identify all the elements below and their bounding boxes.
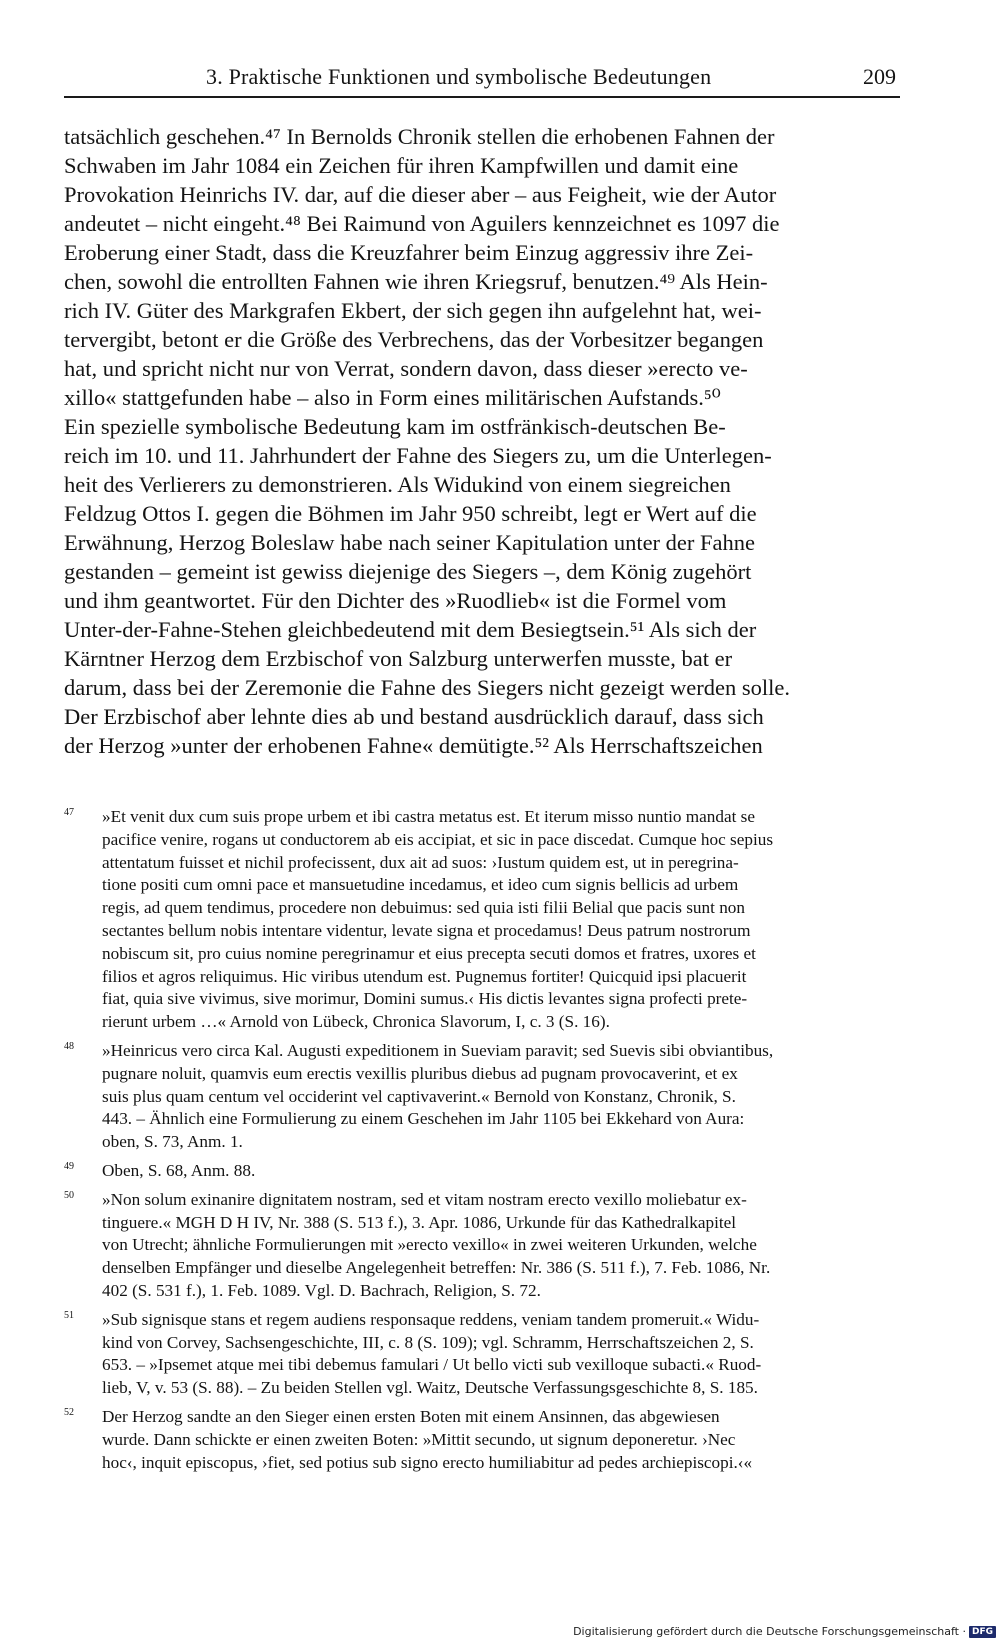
- footnote-text: von Utrecht; ähnliche Formulierungen mit »erecto vexillo« in zwei weiteren Urkunden, welche: [102, 1235, 757, 1255]
- footnote-line: [64, 1011, 920, 1034]
- footnote-text: tinguere.« MGH D H IV, Nr. 388 (S. 513 f.), 3. Apr. 1086, Urkunde für das Kathedralkapitel: [102, 1212, 737, 1232]
- footnote: [64, 806, 920, 1034]
- footnote-text: pugnare noluit, quamvis eum erectis vexillis pluribus diebus ad pugnam provocaverint, et ex: [102, 1063, 738, 1083]
- footnote-text: kind von Corvey, Sachsengeschichte, III, c. 8 (S. 109); vgl. Schramm, Herrschaftszeichen 2, S.: [102, 1332, 754, 1352]
- footnote-line: [64, 1189, 920, 1212]
- footnote-line: [64, 1429, 920, 1452]
- footnote-text: sectantes bellum nobis intentare videntur, levate signa et procedamus! Deus patrum nostrorum: [102, 920, 751, 940]
- page-number: 209: [863, 64, 896, 89]
- footnote-line: [64, 1406, 920, 1429]
- footnote-text: Oben, S. 68, Anm. 88.: [102, 1160, 256, 1180]
- text-line: Schwaben im Jahr 1084 ein Zeichen für ihren Kampfwillen und damit eine: [64, 153, 739, 178]
- footnote-text: tione positi cum omni pace et mansuetudine incedamus, et ideo cum signis bellicis ad urbem: [102, 875, 739, 895]
- footnote-line: [64, 1108, 920, 1131]
- footnote-text: »Non solum exinanire dignitatem nostram, sed et vitam nostram erecto vexillo moliebatur ex-: [102, 1189, 747, 1209]
- footnote-line: [64, 1212, 920, 1235]
- text-line: Kärntner Herzog dem Erzbischof von Salzburg unterwerfen musste, bat er: [64, 646, 733, 671]
- digitization-credit: [573, 1625, 996, 1638]
- footnote-line: [64, 1257, 920, 1280]
- credit-text: Digitalisierung gefördert durch die Deutsche Forschungsgemeinschaft ·: [573, 1625, 966, 1638]
- footnote-text: »Et venit dux cum suis prope urbem et ibi castra metatus est. Et iterum misso nuntio mandat se: [102, 807, 755, 826]
- text-line: darum, dass bei der Zeremonie die Fahne des Siegers nicht gezeigt werden solle.: [64, 675, 791, 700]
- footnote-text: filios et agros reliquimus. Hic viribus utendum est. Pugnemus fortiter! Quicquid ipsi placuerit: [102, 966, 747, 986]
- footnote: [64, 1160, 920, 1183]
- text-line: reich im 10. und 11. Jahrhundert der Fahne des Siegers zu, um die Unterlegen-: [64, 443, 772, 468]
- footnote-text: denselben Empfänger und dieselbe Angelegenheit betreffen: Nr. 386 (S. 511 f.), 7. Feb. 1086, Nr.: [102, 1258, 771, 1278]
- footnote-line: [64, 1131, 920, 1154]
- text-line: Ein spezielle symbolische Bedeutung kam im ostfränkisch-deutschen Be-: [64, 414, 726, 439]
- footnote-text: nobiscum sit, pro cuius nomine peregrinamur et eius precepta secuti domos et fratres, uxores et: [102, 943, 756, 963]
- running-head: 3. Praktische Funktionen und symbolische Bedeutungen: [206, 64, 712, 89]
- footnote-text: 653. – »Ipsemet atque mei tibi debemus famulari / Ut bello victi sub vexilloque subacti.« Ruod-: [102, 1355, 762, 1375]
- text-line: tervergibt, betont er die Größe des Verbrechens, das der Vorbesitzer begangen: [64, 327, 764, 352]
- footnote-number: 49: [64, 1160, 74, 1172]
- text-line: gestanden – gemeint ist gewiss diejenige des Siegers –, dem König zugehört: [64, 559, 752, 584]
- footnotes: [64, 806, 920, 1474]
- footnote-line: [64, 1086, 920, 1109]
- footnote-line: [64, 966, 920, 989]
- footnote-line: [64, 1309, 920, 1332]
- footnote: [64, 1309, 920, 1400]
- footnote: [64, 1406, 920, 1474]
- footnote-number: 50: [64, 1189, 74, 1201]
- footnote-text: lieb, V, v. 53 (S. 88). – Zu beiden Stellen vgl. Waitz, Deutsche Verfassungsgeschichte 8, S. 185.: [102, 1378, 758, 1398]
- text-line: xillo« stattgefunden habe – also in Form eines militärischen Aufstands.⁵⁰: [64, 385, 721, 410]
- footnote-line: [64, 1280, 920, 1303]
- footnote-line: [64, 943, 920, 966]
- text-line: Unter-der-Fahne-Stehen gleichbedeutend mit dem Besiegtsein.⁵¹ Als sich der: [64, 617, 757, 642]
- text-line: heit des Verlierers zu demonstrieren. Als Widukind von einem siegreichen: [64, 472, 731, 497]
- footnote-number: 47: [64, 807, 74, 818]
- footnote-text: oben, S. 73, Anm. 1.: [102, 1132, 243, 1152]
- footnote-text: regis, ad quem tendimus, procedere non debuimus: sed quia isti filii Belial que pacis sunt non: [102, 898, 745, 918]
- text-line: Eroberung einer Stadt, dass die Kreuzfahrer beim Einzug aggressiv ihre Zei-: [64, 240, 754, 265]
- footnote-line: [64, 874, 920, 897]
- footnote: [64, 1040, 920, 1154]
- text-line: tatsächlich geschehen.⁴⁷ In Bernolds Chronik stellen die erhobenen Fahnen der: [64, 124, 775, 149]
- text-line: und ihm geantwortet. Für den Dichter des »Ruodlieb« ist die Formel vom: [64, 588, 727, 613]
- footnote-text: 443. – Ähnlich eine Formulierung zu einem Geschehen im Jahr 1105 bei Ekkehard von Aura:: [102, 1109, 745, 1129]
- footnote-line: [64, 1040, 920, 1063]
- footnote-number: 52: [64, 1406, 74, 1418]
- text-line: rich IV. Güter des Markgrafen Ekbert, der sich gegen ihn aufgelehnt hat, wei-: [64, 298, 762, 323]
- text-line: Der Erzbischof aber lehnte dies ab und bestand ausdrücklich darauf, dass sich: [64, 704, 764, 729]
- footnote-text: attentatum fuisset et nichil profecissent, dux ait ad suos: ›Iustum quidem est, ut in peregrina-: [102, 852, 739, 872]
- footnote-text: 402 (S. 531 f.), 1. Feb. 1089. Vgl. D. Bachrach, Religion, S. 72.: [102, 1280, 541, 1300]
- footnote-text: Der Herzog sandte an den Sieger einen ersten Boten mit einem Ansinnen, das abgewiesen: [102, 1406, 720, 1426]
- footnote-line: [64, 852, 920, 875]
- footnote-line: [64, 1377, 920, 1400]
- footnote-text: wurde. Dann schickte er einen zweiten Boten: »Mittit secundo, ut signum deponeretur. ›Nec: [102, 1429, 736, 1449]
- footnote-line: [64, 829, 920, 852]
- footnote-number: 48: [64, 1040, 74, 1052]
- text-line: Feldzug Ottos I. gegen die Böhmen im Jahr 950 schreibt, legt er Wert auf die: [64, 501, 757, 526]
- footnote-text: rierunt urbem …« Arnold von Lübeck, Chronica Slavorum, I, c. 3 (S. 16).: [102, 1012, 610, 1032]
- footnote-line: [64, 988, 920, 1011]
- dfg-logo: DFG: [969, 1626, 996, 1638]
- footnote-text: hoc‹, inquit episcopus, ›fiet, sed potius sub signo erecto humiliabitur ad pedes archiepiscopi.‹«: [102, 1452, 753, 1472]
- footnote-text: pacifice venire, rogans ut conductorem ab eis accipiat, et sic in pace discedat. Cumque hoc sepius: [102, 829, 774, 849]
- text-line: Provokation Heinrichs IV. dar, auf die dieser aber – aus Feigheit, wie der Autor: [64, 182, 777, 207]
- footnote-text: fiat, quia sive vivimus, sive morimur, Domini sumus.‹ His dictis levantes signa profecti prete-: [102, 989, 748, 1009]
- footnote: [64, 1189, 920, 1303]
- footnote-line: [64, 1063, 920, 1086]
- footnote-number: 51: [64, 1309, 74, 1321]
- text-line: hat, und spricht nicht nur von Verrat, sondern davon, dass dieser »erecto ve-: [64, 356, 748, 381]
- footnote-line: [64, 1332, 920, 1355]
- page-header: [64, 62, 900, 98]
- text-line: andeutet – nicht eingeht.⁴⁸ Bei Raimund von Aguilers kennzeichnet es 1097 die: [64, 211, 780, 236]
- footnote-line: [64, 1234, 920, 1257]
- footnote-line: [64, 1354, 920, 1377]
- footnote-line: [64, 1452, 920, 1475]
- footnote-text: »Sub signisque stans et regem audiens responsaque reddens, veniam tandem promeruit.« Widu-: [102, 1309, 760, 1329]
- main-text: [64, 122, 904, 760]
- text-line: der Herzog »unter der erhobenen Fahne« demütigte.⁵² Als Herrschaftszeichen: [64, 733, 763, 758]
- footnote-line: [64, 1160, 920, 1183]
- footnote-line: [64, 920, 920, 943]
- footnote-text: »Heinricus vero circa Kal. Augusti expeditionem in Sueviam paravit; sed Suevis sibi obviantibus,: [102, 1040, 774, 1060]
- footnote-text: suis plus quam centum vel occiderint vel captivaverint.« Bernold von Konstanz, Chronik, S.: [102, 1086, 736, 1106]
- footnote-line: [64, 897, 920, 920]
- text-line: chen, sowohl die entrollten Fahnen wie ihren Kriegsruf, benutzen.⁴⁹ Als Hein-: [64, 269, 768, 294]
- footnote-line: [64, 806, 920, 829]
- text-line: Erwähnung, Herzog Boleslaw habe nach seiner Kapitulation unter der Fahne: [64, 530, 756, 555]
